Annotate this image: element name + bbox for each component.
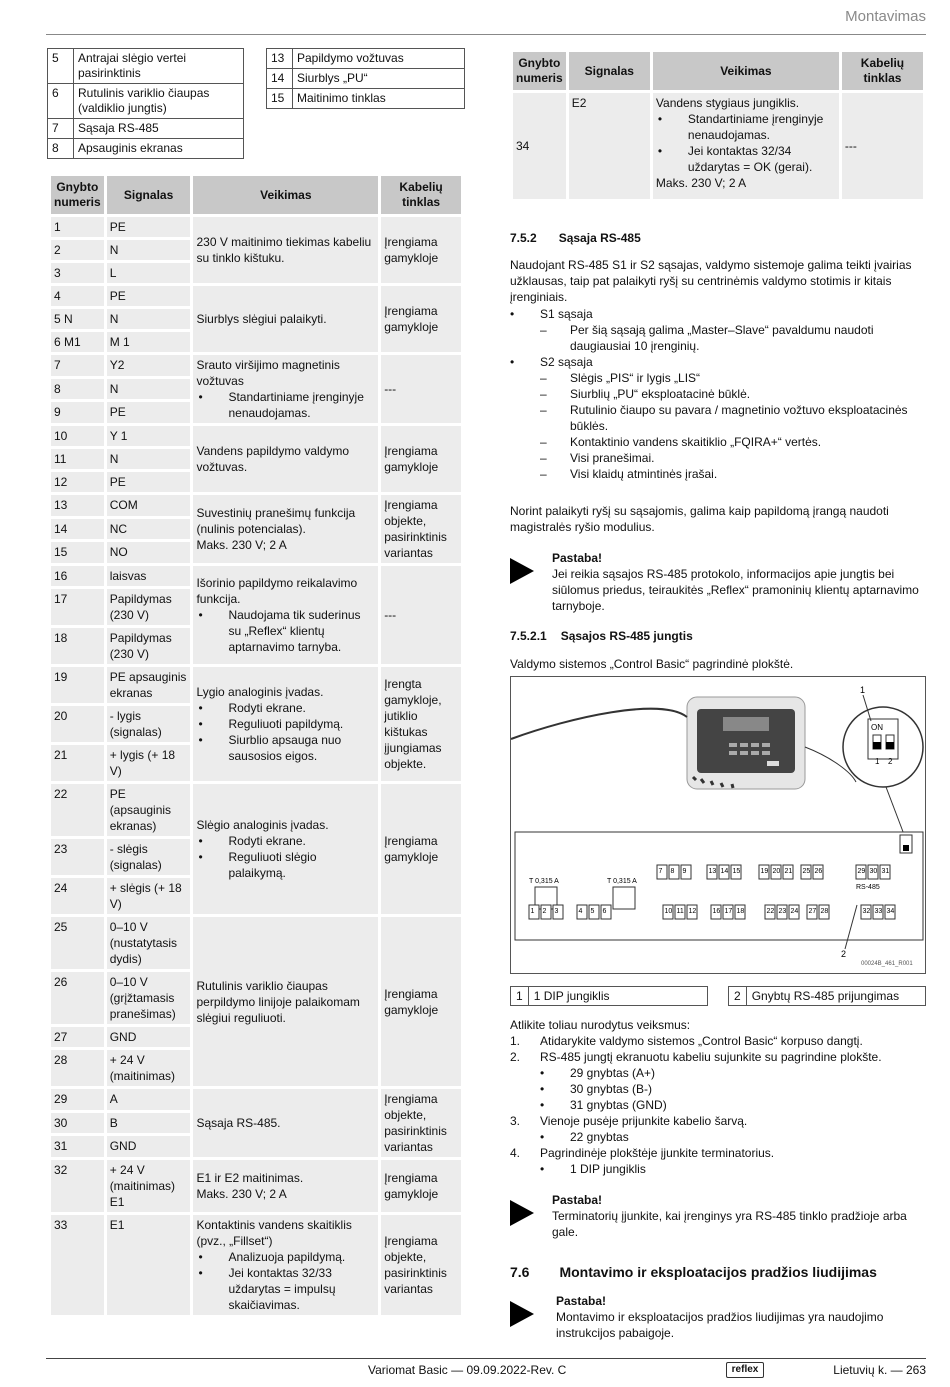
- terminal-label: 15: [732, 868, 741, 875]
- cell-number: 2: [51, 240, 104, 260]
- note-box: Pastaba! Jei reikia sąsajos RS-485 protokolo, informacijos apie jungtis bei siūlomus priedus, teiraukitės „Reflex“ pramoninių klientų aptarnavimo tarnyboje.: [510, 550, 926, 620]
- cell-number: 25: [51, 917, 104, 969]
- sub-item: • 29 gnybtas (A+): [510, 1065, 926, 1081]
- rs485-label: RS-485: [856, 884, 880, 891]
- svg-text:1: 1: [875, 757, 880, 766]
- terminal-label: 19: [760, 868, 769, 875]
- cell-function: Vandens papildymo valdymo vožtuvas.: [193, 426, 378, 492]
- cell-signal: L: [107, 263, 191, 283]
- bullet-item: • Naudojama tik suderinus su „Reflex“ klientų aptarnavimo tarnyba.: [196, 607, 375, 655]
- reflex-logo: reflex: [726, 1362, 764, 1378]
- table-row: [51, 1160, 461, 1212]
- table-row: [51, 286, 461, 306]
- cell-signal: 0–10 V (nustatytasis dydis): [107, 917, 191, 969]
- terminal-label: 24: [790, 908, 799, 915]
- terminal-label: 10: [664, 908, 673, 915]
- cell-cable: Įrengiama gamykloje: [381, 286, 461, 352]
- footer-doc: Variomat Basic — 09.09.2022-Rev. C: [368, 1363, 567, 1377]
- cell-cable: Įrengiama gamykloje: [381, 917, 461, 1086]
- cell-signal: GND: [107, 1136, 191, 1157]
- cell-function: Rutulinis variklio čiaupas perpildymo linijoje palaikomam slėgiui reguliuoti.: [193, 917, 378, 1086]
- cell-number: 14: [51, 519, 104, 540]
- terminal-table: [48, 173, 464, 1318]
- cell-function: Lygio analoginis įvadas. • Rodyti ekrane. • Reguliuoti papildymą. • Siurblio apsauga nuo sausosios eigos.: [193, 667, 378, 781]
- cell-number: 31: [51, 1136, 104, 1157]
- legend-item: 2 Gnybtų RS-485 prijungimas: [728, 986, 926, 1006]
- cell-cable: Įrengiama objekte, pasirinktinis variantas: [381, 1215, 461, 1315]
- fuse-label: T 0,315 A: [529, 878, 559, 885]
- cell-signal: laisvas: [107, 566, 191, 586]
- sub-item: • 31 gnybtas (GND): [510, 1097, 926, 1113]
- cell-number: 29: [51, 1089, 104, 1110]
- terminal-label: 3: [554, 908, 559, 915]
- note-arrow-icon: [510, 1200, 534, 1226]
- table-row: [51, 1089, 461, 1110]
- terminal-label: 33: [874, 908, 883, 915]
- sub-item: • 30 gnybtas (B-): [510, 1081, 926, 1097]
- cell-cable: Įrengiama gamykloje: [381, 426, 461, 492]
- cell-signal: NO: [107, 542, 191, 563]
- cell-label: Apsauginis ekranas: [74, 139, 244, 159]
- col-header-number: Gnybto numeris: [51, 176, 104, 214]
- terminal-label: 6: [602, 908, 607, 915]
- terminal-label: 25: [802, 868, 811, 875]
- cell-function: Slėgio analoginis įvadas. • Rodyti ekrane. • Reguliuoti slėgio palaikymą.: [193, 784, 378, 914]
- cell-function: Suvestinių pranešimų funkcija (nulinis potencialas). Maks. 230 V; 2 A: [193, 495, 378, 563]
- header-title: Montavimas: [845, 8, 926, 25]
- bullet-item: • Standartiniame įrenginyje nenaudojamas.: [196, 389, 375, 421]
- cell-cable: ---: [381, 355, 461, 423]
- cell-number: 8: [48, 139, 74, 159]
- cell-number: 20: [51, 706, 104, 742]
- cell-label: Rutulinis variklio čiaupas (valdiklio jungtis): [74, 84, 244, 119]
- terminal-label: 16: [712, 908, 721, 915]
- cell-function: Siurblys slėgiui palaikyti.: [193, 286, 378, 352]
- col-header-signal: Signalas: [569, 52, 650, 90]
- terminal-label: 7: [658, 868, 663, 875]
- terminal-label: 1: [530, 908, 535, 915]
- board-diagram: [510, 676, 926, 974]
- table-row: [51, 566, 461, 586]
- note-box: Pastaba! Terminatorių įjunkite, kai įrenginys yra RS-485 tinklo pradžioje arba gale.: [510, 1192, 926, 1244]
- list-item: • S2 sąsaja: [510, 354, 926, 370]
- cell-signal: N: [107, 449, 191, 469]
- step-item: 2. RS-485 jungtį ekranuotu kabeliu sujunkite su pagrindine plokšte.: [510, 1050, 882, 1064]
- list-item: – Siurblių „PU“ eksploatacinė būklė.: [510, 386, 926, 402]
- cell-cable: Įrengiama gamykloje: [381, 217, 461, 283]
- table-row: [267, 89, 465, 109]
- cell-signal: GND: [107, 1027, 191, 1047]
- small-table-right: [266, 48, 465, 109]
- table-row: [48, 49, 244, 84]
- step-item: 4. Pagrindinėje plokštėje įjunkite terminatorius.: [510, 1146, 775, 1160]
- list-item: – Kontaktinio vandens skaitiklio „FQIRA+“ vertės.: [510, 434, 926, 450]
- cell-signal: Papildymas (230 V): [107, 628, 191, 664]
- cell-signal: + 24 V (maitinimas) E1: [107, 1160, 191, 1212]
- cell-number: 3: [51, 263, 104, 283]
- terminal-label: 32: [862, 908, 871, 915]
- steps-intro: Atlikite toliau nurodytus veiksmus:: [510, 1018, 691, 1032]
- terminal-label: 29: [857, 868, 866, 875]
- cell-number: 30: [51, 1113, 104, 1134]
- bullet-item: • Jei kontaktas 32/33 uždarytas = impulsų skaičiavimas.: [196, 1265, 375, 1313]
- terminal-label: 12: [688, 908, 697, 915]
- cell-number: 24: [51, 878, 104, 914]
- cell-function: Srauto viršijimo magnetinis vožtuvas • Standartiniame įrenginyje nenaudojamas.: [193, 355, 378, 423]
- cell-signal: PE: [107, 402, 191, 423]
- cell-number: 16: [51, 566, 104, 586]
- table-row: [51, 495, 461, 516]
- terminal-table-cont: [510, 49, 926, 202]
- cell-signal: N: [107, 240, 191, 260]
- cell-cable: Įrengiama objekte, pasirinktinis variantas: [381, 1089, 461, 1157]
- cell-number: 14: [267, 69, 293, 89]
- cell-signal: E2: [569, 93, 650, 199]
- cell-number: 22: [51, 784, 104, 836]
- terminal-label: 31: [881, 868, 890, 875]
- footer-rule: [46, 1358, 926, 1359]
- terminal-label: 11: [676, 908, 684, 915]
- cell-label: Sąsaja RS-485: [74, 119, 244, 139]
- section-heading-7-5-2-1: 7.5.2.1 Sąsajos RS-485 jungtis: [510, 629, 693, 643]
- cell-number: 5: [48, 49, 74, 84]
- cell-signal: M 1: [107, 332, 191, 352]
- svg-text:2: 2: [888, 757, 893, 766]
- terminal-label: 30: [869, 868, 878, 875]
- cell-label: Maitinimo tinklas: [293, 89, 465, 109]
- callout-2: 2: [841, 949, 847, 959]
- table-row: [51, 667, 461, 703]
- terminal-label: 18: [736, 908, 745, 915]
- cell-number: 15: [267, 89, 293, 109]
- bullet-item: • Rodyti ekrane.: [196, 700, 375, 716]
- cell-number: 19: [51, 667, 104, 703]
- cell-number: 8: [51, 379, 104, 400]
- terminal-label: 27: [808, 908, 817, 915]
- terminal-label: 2: [542, 908, 547, 915]
- table-row: [267, 69, 465, 89]
- cell-label: Siurblys „PU“: [293, 69, 465, 89]
- section-heading-7-6: 7.6 Montavimo ir eksploatacijos pradžios liudijimas: [510, 1264, 877, 1280]
- cell-signal: PE: [107, 472, 191, 492]
- terminal-label: 28: [820, 908, 829, 915]
- cell-number: 23: [51, 839, 104, 875]
- sub-item: • 22 gnybtas: [510, 1129, 926, 1145]
- drawing-code: 00024B_461_R001: [861, 961, 913, 967]
- col-header-function: Veikimas: [653, 52, 839, 90]
- list-item: – Visi pranešimai.: [510, 450, 926, 466]
- cell-number: 18: [51, 628, 104, 664]
- cell-signal: E1: [107, 1215, 191, 1315]
- list-item: – Rutulinio čiaupo su pavara / magnetinio vožtuvo eksploatacinės būklės.: [510, 402, 926, 434]
- bullet-item: • Reguliuoti slėgio palaikymą.: [196, 849, 375, 881]
- bullet-item: • Rodyti ekrane.: [196, 833, 375, 849]
- cell-signal: PE: [107, 286, 191, 306]
- cell-number: 5 N: [51, 309, 104, 329]
- table-row: [51, 426, 461, 446]
- header-rule: [46, 34, 926, 35]
- cell-function: Išorinio papildymo reikalavimo funkcija. • Naudojama tik suderinus su „Reflex“ klientų aptarnavimo tarnyba.: [193, 566, 378, 664]
- cell-cable: Įrengta gamykloje, jutiklio kištukas įjungiamas objekte.: [381, 667, 461, 781]
- cell-signal: PE apsauginis ekranas: [107, 667, 191, 703]
- list-item: – Slėgis „PIS“ ir lygis „LIS“: [510, 370, 926, 386]
- cell-signal: B: [107, 1113, 191, 1134]
- cell-function: Vandens stygiaus jungiklis. • Standartiniame įrenginyje nenaudojamas. • Jei kontaktas 32/34 uždarytas = OK (gerai). Maks. 230 V; 2 A: [653, 93, 839, 199]
- cell-signal: 0–10 V (grįžtamasis pranešimas): [107, 972, 191, 1024]
- cell-function: Kontaktinis vandens skaitiklis (pvz., „Fillset“) • Analizuoja papildymą. • Jei kontaktas 32/33 uždarytas = impulsų skaičiavimas.: [193, 1215, 378, 1315]
- section-heading-7-5-2: 7.5.2 Sąsaja RS-485: [510, 231, 641, 245]
- note-box: Pastaba! Montavimo ir eksploatacijos pradžios liudijimas yra naudojimo instrukcijos pabaigoje.: [510, 1293, 926, 1343]
- cell-number: 13: [51, 495, 104, 516]
- list-item: • S1 sąsaja: [510, 306, 926, 322]
- table-row: [51, 355, 461, 376]
- cell-number: 1: [51, 217, 104, 237]
- sub-item: • 1 DIP jungiklis: [510, 1161, 926, 1177]
- cell-number: 6: [48, 84, 74, 119]
- cell-number: 21: [51, 745, 104, 781]
- cell-number: 27: [51, 1027, 104, 1047]
- cell-signal: - slėgis (signalas): [107, 839, 191, 875]
- terminal-label: 13: [708, 868, 717, 875]
- cell-number: 4: [51, 286, 104, 306]
- terminal-label: 4: [578, 908, 583, 915]
- terminal-label: 8: [670, 868, 675, 875]
- cell-number: 9: [51, 402, 104, 423]
- section-intro: Naudojant RS-485 S1 ir S2 sąsajas, valdymo sistemoje galima teikti įvairias užklausas, taip pat palaikyti ryšį su centrinėmis valdymo stotimis ir kitais įrenginiais.: [510, 258, 912, 304]
- cell-number: 13: [267, 49, 293, 69]
- cell-signal: A: [107, 1089, 191, 1110]
- terminal-label: 9: [682, 868, 687, 875]
- col-header-signal: Signalas: [107, 176, 191, 214]
- terminal-label: 34: [886, 908, 895, 915]
- cell-function: E1 ir E2 maitinimas. Maks. 230 V; 2 A: [193, 1160, 378, 1212]
- terminal-label: 21: [784, 868, 793, 875]
- cell-number: 33: [51, 1215, 104, 1315]
- terminal-label: 20: [772, 868, 781, 875]
- cell-cable: ---: [381, 566, 461, 664]
- callout-1: 1: [860, 685, 866, 695]
- list-item: – Per šią sąsają galima „Master–Slave“ pavaldumu naudoti daugiausiai 10 įrenginių.: [510, 322, 926, 354]
- fuse-label: T 0,315 A: [607, 878, 637, 885]
- cell-signal: + slėgis (+ 18 V): [107, 878, 191, 914]
- cell-signal: Papildymas (230 V): [107, 589, 191, 625]
- cell-signal: N: [107, 379, 191, 400]
- cell-number: 11: [51, 449, 104, 469]
- cell-number: 7: [48, 119, 74, 139]
- section-outro: Norint palaikyti ryšį su sąsajomis, galima kaip papildomą įrangą naudoti magistralės ryšio modulius.: [510, 504, 889, 534]
- col-header-cable: Kabelių tinklas: [381, 176, 461, 214]
- cell-signal: N: [107, 309, 191, 329]
- col-header-cable: Kabelių tinklas: [842, 52, 923, 90]
- cell-signal: PE: [107, 217, 191, 237]
- table-row: [51, 917, 461, 969]
- figure-caption: Valdymo sistemos „Control Basic“ pagrindinė plokštė.: [510, 657, 794, 671]
- note-arrow-icon: [510, 558, 534, 584]
- table-row: [51, 1215, 461, 1315]
- cell-signal: - lygis (signalas): [107, 706, 191, 742]
- cell-number: 7: [51, 355, 104, 376]
- dip-on-label: ON: [871, 723, 883, 732]
- col-header-function: Veikimas: [193, 176, 378, 214]
- cell-number: 34: [513, 93, 566, 199]
- interface-list: [510, 306, 926, 482]
- terminal-label: 5: [590, 908, 595, 915]
- cell-signal: COM: [107, 495, 191, 516]
- terminal-label: 14: [720, 868, 729, 875]
- cell-signal: Y2: [107, 355, 191, 376]
- cell-function: 230 V maitinimo tiekimas kabeliu su tinklo kištuku.: [193, 217, 378, 283]
- footer-page: Lietuvių k. — 263: [833, 1363, 926, 1377]
- terminal-label: 26: [814, 868, 823, 875]
- cell-signal: PE (apsauginis ekranas): [107, 784, 191, 836]
- terminal-label: 22: [766, 908, 775, 915]
- cell-number: 6 M1: [51, 332, 104, 352]
- cell-number: 17: [51, 589, 104, 625]
- steps-list: [510, 1033, 926, 1177]
- terminal-label: 17: [724, 908, 733, 915]
- cell-function: Sąsaja RS-485.: [193, 1089, 378, 1157]
- cell-cable: ---: [842, 93, 923, 199]
- table-row: [267, 49, 465, 69]
- cell-number: 10: [51, 426, 104, 446]
- step-item: 3. Vienoje pusėje prijunkite kabelio šarvą.: [510, 1114, 748, 1128]
- cell-signal: + lygis (+ 18 V): [107, 745, 191, 781]
- cell-number: 15: [51, 542, 104, 563]
- table-row: [48, 84, 244, 119]
- cell-signal: NC: [107, 519, 191, 540]
- small-table-left: [47, 48, 244, 159]
- cell-cable: Įrengiama gamykloje: [381, 784, 461, 914]
- cell-label: Papildymo vožtuvas: [293, 49, 465, 69]
- cell-label: Antrajai slėgio vertei pasirinktinis: [74, 49, 244, 84]
- col-header-number: Gnybto numeris: [513, 52, 566, 90]
- cell-signal: + 24 V (maitinimas): [107, 1050, 191, 1086]
- cell-number: 26: [51, 972, 104, 1024]
- bullet-item: • Reguliuoti papildymą.: [196, 716, 375, 732]
- step-item: 1. Atidarykite valdymo sistemos „Control Basic“ korpuso dangtį.: [510, 1034, 863, 1048]
- cell-cable: Įrengiama objekte, pasirinktinis variantas: [381, 495, 461, 563]
- table-row: [51, 217, 461, 237]
- terminal-label: 23: [778, 908, 787, 915]
- note-arrow-icon: [510, 1301, 534, 1327]
- list-item: – Visi klaidų atmintinės įrašai.: [510, 466, 926, 482]
- cell-signal: Y 1: [107, 426, 191, 446]
- table-row: [48, 119, 244, 139]
- bullet-item: • Analizuoja papildymą.: [196, 1249, 375, 1265]
- bullet-item: • Siurblio apsauga nuo sausosios eigos.: [196, 732, 375, 764]
- legend-item: 1 1 DIP jungiklis: [510, 986, 708, 1006]
- cell-number: 32: [51, 1160, 104, 1212]
- cell-number: 12: [51, 472, 104, 492]
- cell-cable: Įrengiama gamykloje: [381, 1160, 461, 1212]
- table-row: [48, 139, 244, 159]
- cell-number: 28: [51, 1050, 104, 1086]
- table-row: [51, 784, 461, 836]
